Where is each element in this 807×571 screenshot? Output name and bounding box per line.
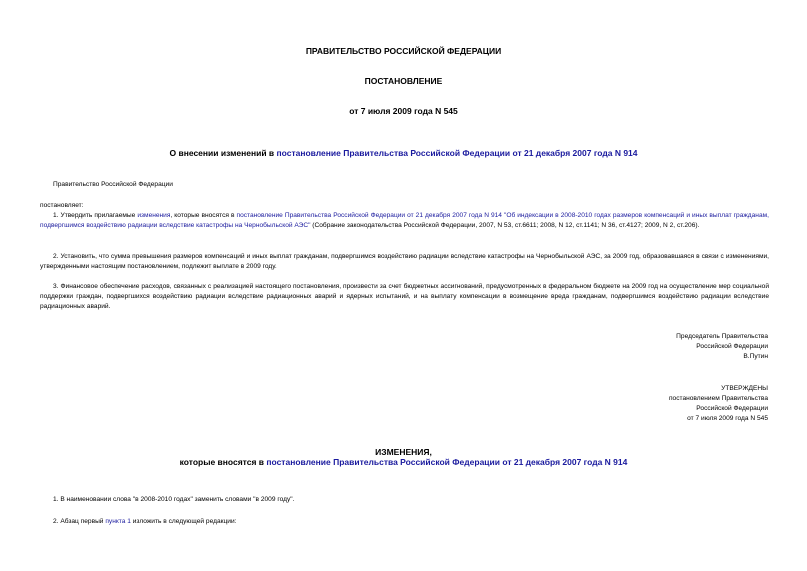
approved-date: от 7 июля 2009 года N 545 <box>687 415 768 422</box>
signature-name: В.Путин <box>743 353 768 360</box>
signature-title: Председатель Правительства <box>676 333 768 340</box>
changes-subheading <box>0 457 807 467</box>
change-item-2 <box>53 517 236 527</box>
document-type: ПОСТАНОВЛЕНИЕ <box>364 76 443 86</box>
signature-block <box>676 332 768 362</box>
item2-text-b: изложить в следующей редакции: <box>130 518 237 525</box>
item2-point-link[interactable]: пункта 1 <box>105 518 131 525</box>
changes-sub-prefix: которые вносятся в <box>179 457 267 467</box>
change-item-1: 1. В наименовании слова "в 2008-2010 годах" заменить словами "в 2009 году". <box>53 496 295 503</box>
title-link[interactable]: постановление Правительства Российской Федерации от 21 декабря 2007 года N 914 <box>276 148 638 158</box>
approval-block <box>669 384 768 424</box>
p1-changes-link[interactable]: изменения <box>137 212 171 219</box>
p1-text-b: , которые вносятся в <box>170 212 237 219</box>
paragraph-2: 2. Установить, что сумма превышения размеров компенсаций и иных выплат гражданам, подвергшимся воздействию радиации вследствие катастрофы на Чернобыльской АЭС, за 2009 год, образовавшаяся в связи с изменениями, утвержденными настоящим постановлением, подлежит выплате в 2009 году. <box>40 253 769 270</box>
paragraph-3: 3. Финансовое обеспечение расходов, связанных с реализацией настоящего постановления, произвести за счет бюджетных ассигнований, предусмотренных в федеральном бюджете на 2009 год на осуществление мер социальной поддержки граждан, подвергшихся воздействию радиации вследствие радиационных аварий и ядерных испытаний, и на выплату компенсации в возмещение вреда гражданам, подвергшимся воздействию радиации вследствие радиационных аварий. <box>40 283 769 310</box>
paragraph-1 <box>40 211 769 231</box>
government-heading: ПРАВИТЕЛЬСТВО РОССИЙСКОЙ ФЕДЕРАЦИИ <box>305 46 502 56</box>
changes-heading: ИЗМЕНЕНИЯ, <box>375 447 432 457</box>
resolves-text: постановляет: <box>40 202 84 209</box>
changes-sub-link[interactable]: постановление Правительства Российской Федерации от 21 декабря 2007 года N 914 <box>266 457 628 467</box>
item2-text-a: 2. Абзац первый <box>53 518 106 525</box>
approved-country: Российской Федерации <box>696 405 768 412</box>
approved-label: УТВЕРЖДЕНЫ <box>721 385 768 392</box>
title-prefix: О внесении изменений в <box>169 148 277 158</box>
signature-country: Российской Федерации <box>696 343 768 350</box>
document-title <box>0 148 807 158</box>
document-date-number: от 7 июля 2009 года N 545 <box>349 106 458 116</box>
p1-text-c: (Собрание законодательства Российской Федерации, 2007, N 53, ст.6611; 2008, N 12, ст.1141; N 36, ст.4127; 2009, N 2, ст.206). <box>310 222 700 229</box>
p1-resolution-link[interactable]: постановление Правительства Российской Федерации от 21 декабря 2007 года N 914 "Об индексации в 2008-2010 годах размеров компенсаций и иных выплат гражданам, подвергшимся воздействию радиации вследствие катастрофы на Чернобыльской АЭС" <box>40 212 769 229</box>
p1-text-a: 1. Утвердить прилагаемые <box>53 212 138 219</box>
intro-text: Правительство Российской Федерации <box>53 181 173 188</box>
approved-by: постановлением Правительства <box>668 395 768 402</box>
